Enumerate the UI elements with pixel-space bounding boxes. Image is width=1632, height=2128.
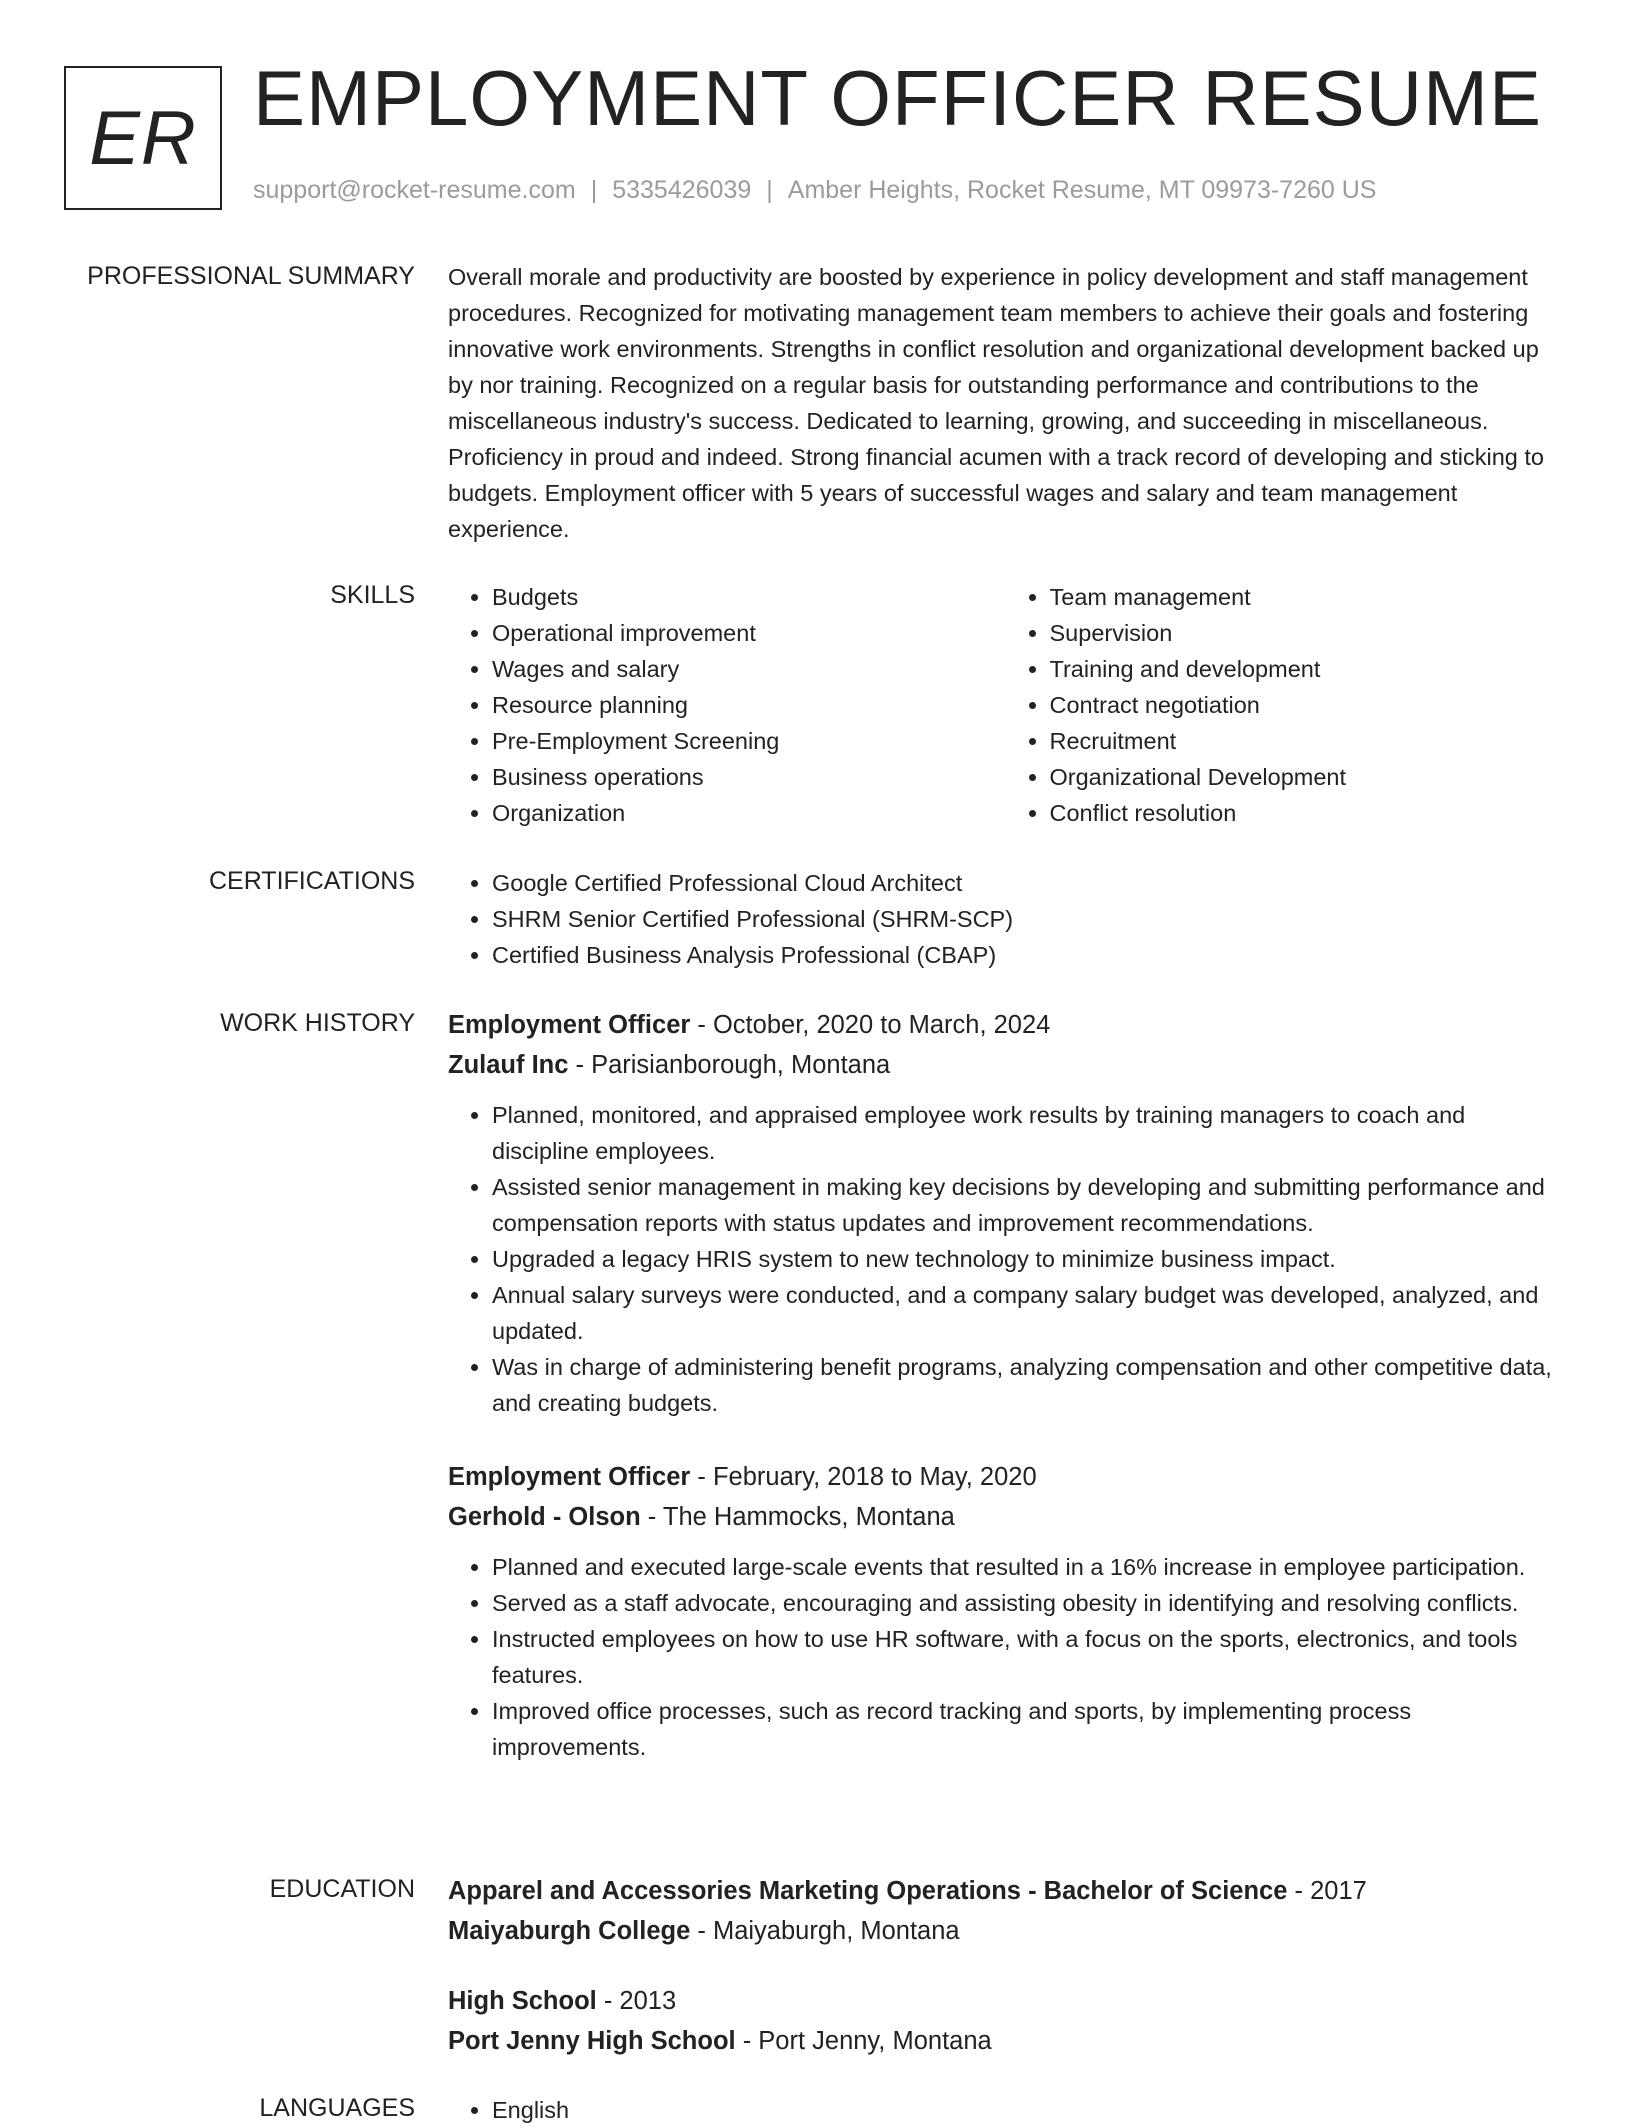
separator: | bbox=[590, 176, 598, 204]
company-name: Gerhold - Olson bbox=[448, 1503, 641, 1531]
job-bullet: • Upgraded a legacy HRIS system to new technology to minimize business impact. bbox=[492, 1241, 1563, 1277]
degree-line bbox=[448, 1981, 1563, 2021]
skill-item: • Operational improvement bbox=[492, 615, 1006, 651]
school-name: Maiyaburgh College bbox=[448, 1917, 691, 1945]
company-location: - The Hammocks, Montana bbox=[640, 1503, 955, 1531]
school-line bbox=[448, 1911, 1563, 1951]
job-bullets bbox=[448, 1097, 1563, 1421]
school-location: - Port Jenny, Montana bbox=[735, 2027, 992, 2055]
skill-item: • Budgets bbox=[492, 579, 1006, 615]
job-dates: - October, 2020 to March, 2024 bbox=[690, 1011, 1051, 1039]
degree: Apparel and Accessories Marketing Operations - Bachelor of Science bbox=[448, 1877, 1288, 1905]
job-bullet: • Improved office processes, such as record tracking and sports, by implementing process improvements. bbox=[492, 1693, 1563, 1765]
job-company-line bbox=[448, 1045, 1563, 1085]
certifications-heading: CERTIFICATIONS bbox=[208, 867, 415, 895]
contact-line bbox=[253, 176, 1376, 205]
company-name: Zulauf Inc bbox=[448, 1051, 569, 1079]
company-location: - Parisianborough, Montana bbox=[568, 1051, 891, 1079]
school-location: - Maiyaburgh, Montana bbox=[690, 1917, 960, 1945]
skill-item: • Resource planning bbox=[492, 687, 1006, 723]
skills-list-right bbox=[1006, 579, 1564, 831]
job-title-line bbox=[448, 1457, 1563, 1497]
skill-item: • Organization bbox=[492, 795, 1006, 831]
job-entry bbox=[448, 1457, 1563, 1765]
job-title-line bbox=[448, 1005, 1563, 1045]
certification-item: • Certified Business Analysis Professional (CBAP) bbox=[492, 937, 1563, 973]
job-bullet: • Planned and executed large-scale events that resulted in a 16% increase in employee participation. bbox=[492, 1549, 1563, 1585]
education-heading: EDUCATION bbox=[269, 1875, 415, 1903]
job-dates: - February, 2018 to May, 2020 bbox=[690, 1463, 1037, 1491]
summary-heading: PROFESSIONAL SUMMARY bbox=[87, 262, 415, 290]
education-entry bbox=[448, 1981, 1563, 2061]
skill-item: • Conflict resolution bbox=[1050, 795, 1564, 831]
job-bullets bbox=[448, 1549, 1563, 1765]
degree-line bbox=[448, 1871, 1563, 1911]
skill-item: • Wages and salary bbox=[492, 651, 1006, 687]
skill-item: • Business operations bbox=[492, 759, 1006, 795]
job-entry bbox=[448, 1005, 1563, 1421]
skill-item: • Supervision bbox=[1050, 615, 1564, 651]
skill-item: • Team management bbox=[1050, 579, 1564, 615]
job-bullet: • Planned, monitored, and appraised employee work results by training managers to coach and discipline employees. bbox=[492, 1097, 1563, 1169]
education-entry bbox=[448, 1871, 1563, 1951]
job-title: Employment Officer bbox=[448, 1011, 691, 1039]
skill-item: • Recruitment bbox=[1050, 723, 1564, 759]
job-bullet: • Was in charge of administering benefit programs, analyzing compensation and other competitive data, and creating budgets. bbox=[492, 1349, 1563, 1421]
degree-year: - 2013 bbox=[596, 1987, 677, 2015]
work-history-heading: WORK HISTORY bbox=[220, 1009, 415, 1037]
languages-list bbox=[448, 2092, 1563, 2128]
page-title: EMPLOYMENT OFFICER RESUME bbox=[253, 54, 1543, 142]
job-bullet: • Served as a staff advocate, encouraging and assisting obesity in identifying and resolving conflicts. bbox=[492, 1585, 1563, 1621]
job-bullet: • Assisted senior management in making key decisions by developing and submitting performance and compensation reports with status updates and improvement recommendations. bbox=[492, 1169, 1563, 1241]
skill-item: • Training and development bbox=[1050, 651, 1564, 687]
degree-year: - 2017 bbox=[1287, 1877, 1367, 1905]
school-name: Port Jenny High School bbox=[448, 2027, 736, 2055]
degree: High School bbox=[448, 1987, 597, 2015]
skill-item: • Pre-Employment Screening bbox=[492, 723, 1006, 759]
phone[interactable]: 5335426039 bbox=[612, 176, 752, 204]
skill-item: • Contract negotiation bbox=[1050, 687, 1564, 723]
skills-heading: SKILLS bbox=[330, 581, 415, 609]
monogram: ER bbox=[64, 66, 222, 210]
job-company-line bbox=[448, 1497, 1563, 1537]
job-bullet: • Instructed employees on how to use HR software, with a focus on the sports, electronics, and tools features. bbox=[492, 1621, 1563, 1693]
certification-item: • Google Certified Professional Cloud Architect bbox=[492, 865, 1563, 901]
language-item: • English bbox=[492, 2092, 1563, 2128]
skill-item: • Organizational Development bbox=[1050, 759, 1564, 795]
job-title: Employment Officer bbox=[448, 1463, 691, 1491]
job-bullet: • Annual salary surveys were conducted, and a company salary budget was developed, analyzed, and updated. bbox=[492, 1277, 1563, 1349]
skills-list-left bbox=[448, 579, 1006, 831]
certification-item: • SHRM Senior Certified Professional (SHRM-SCP) bbox=[492, 901, 1563, 937]
email[interactable]: support@rocket-resume.com bbox=[253, 176, 576, 204]
summary-text: Overall morale and productivity are boosted by experience in policy development and staff management procedures. Recognized for motivating management team members to achieve their goals and fostering innovative work environments. Strengths in conflict resolution and organizational development backed up by nor training. Recognized on a regular basis for outstanding performance and contributions to the miscellaneous industry's success. Dedicated to learning, growing, and succeeding in miscellaneous. Proficiency in proud and indeed. Strong financial acumen with a track record of developing and sticking to budgets. Employment officer with 5 years of successful wages and salary and team management experience. bbox=[448, 264, 1544, 542]
separator: | bbox=[766, 176, 773, 204]
address: Amber Heights, Rocket Resume, MT 09973-7260 US bbox=[787, 176, 1377, 204]
languages-heading: LANGUAGES bbox=[259, 2094, 415, 2122]
certifications-list bbox=[448, 865, 1563, 973]
school-line bbox=[448, 2021, 1563, 2061]
